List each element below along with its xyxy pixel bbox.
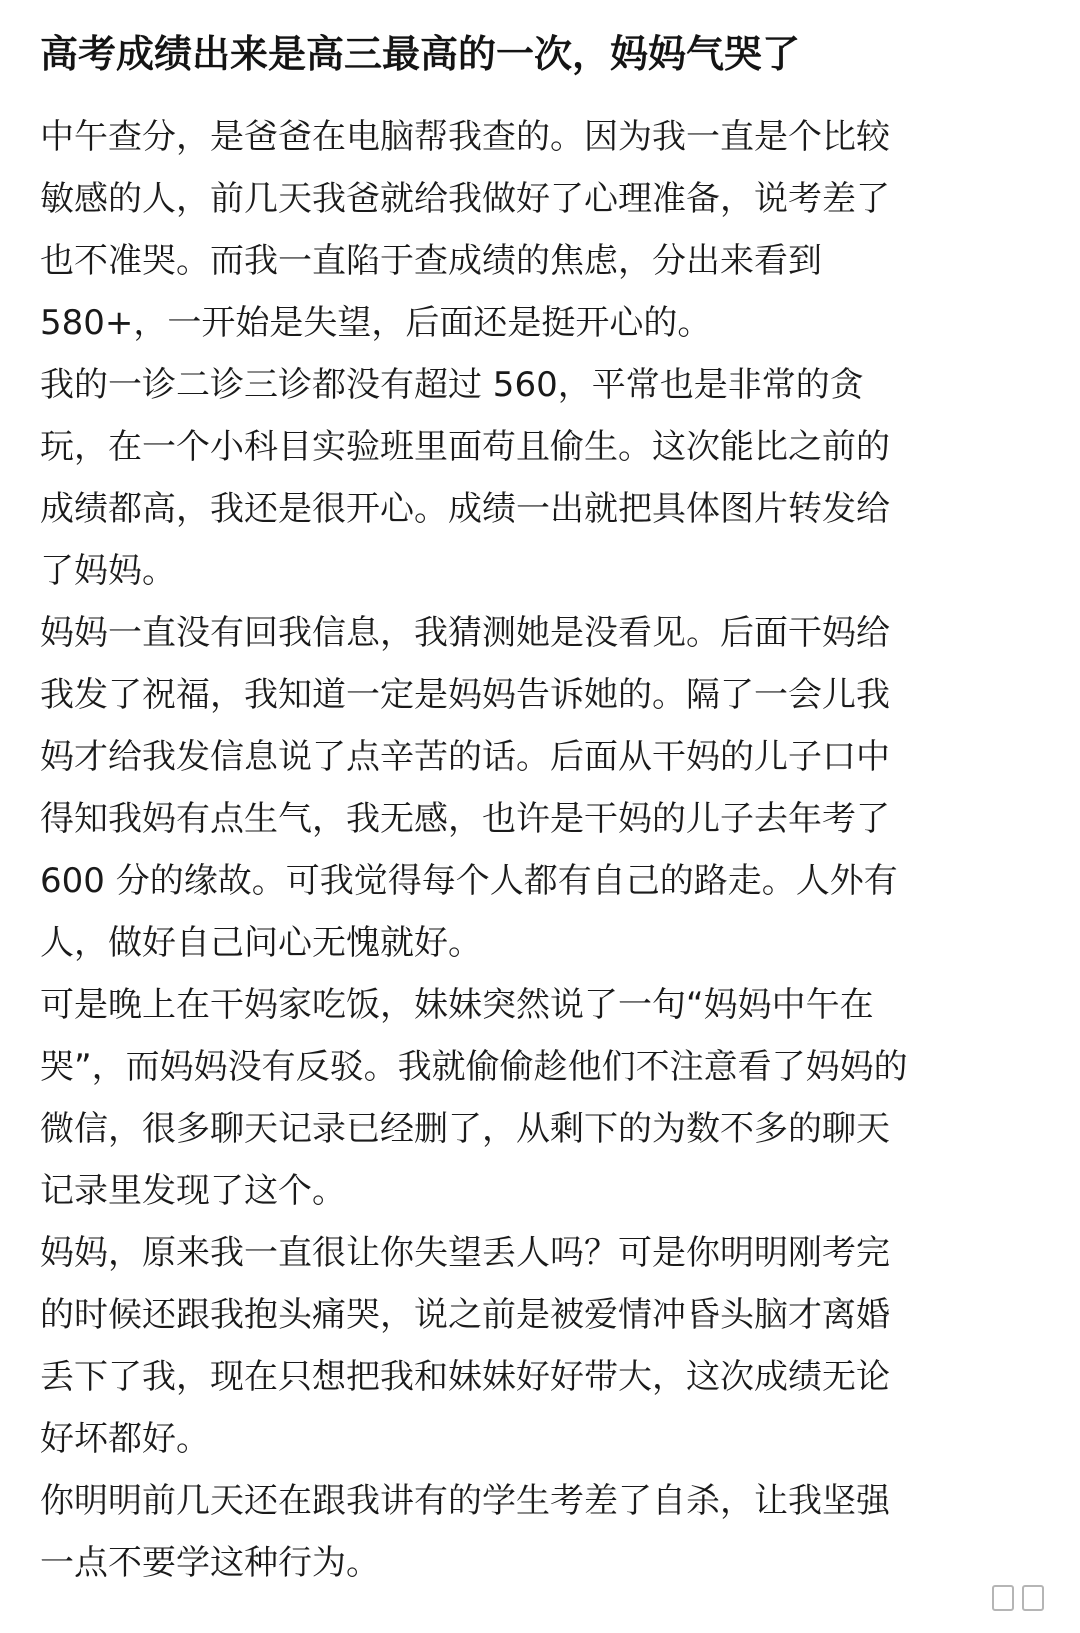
body-line: 你明明前几天还在跟我讲有的学生考差了自杀，让我坚强 [40,1481,890,1521]
body-line: 可是晚上在干妈家吃饭，妹妹突然说了一句“妈妈中午在 [40,985,874,1025]
body-line: 我的一诊二诊三诊都没有超过 560，平常也是非常的贪 [40,365,864,405]
body-line: 微信，很多聊天记录已经删了，从剩下的为数不多的聊天 [40,1109,890,1149]
body-line: 中午查分，是爸爸在电脑帮我查的。因为我一直是个比较 [40,117,890,157]
body-line: 丢下了我，现在只想把我和妹妹好好带大，这次成绩无论 [40,1357,890,1397]
body-line: 妈才给我发信息说了点辛苦的话。后面从干妈的儿子口中 [40,737,890,777]
body-line: 一点不要学这种行为。 [40,1543,380,1583]
body-line: 人，做好自己问心无愧就好。 [40,923,482,963]
body-line: 得知我妈有点生气，我无感，也许是干妈的儿子去年考了 [40,799,890,839]
body-line: 我发了祝福，我知道一定是妈妈告诉她的。隔了一会儿我 [40,675,890,715]
body-line: 成绩都高，我还是很开心。成绩一出就把具体图片转发给 [40,489,890,529]
body-line: 好坏都好。 [40,1419,210,1459]
body-line: 580+，一开始是失望，后面还是挺开心的。 [40,303,712,343]
body-line: 敏感的人，前几天我爸就给我做好了心理准备，说考差了 [40,179,890,219]
body-line: 600 分的缘故。可我觉得每个人都有自己的路走。人外有 [40,861,898,901]
body-line: 也不准哭。而我一直陷于查成绩的焦虑，分出来看到 [40,241,822,281]
body-line: 妈妈，原来我一直很让你失望丢人吗？可是你明明刚考完 [40,1233,890,1273]
post-body [40,106,1060,1594]
body-line: 的时候还跟我抱头痛哭，说之前是被爱情冲昏头脑才离婚 [40,1295,890,1335]
post-title: 高考成绩出来是高三最高的一次，妈妈气哭了 [40,32,801,76]
body-line: 玩，在一个小科目实验班里面苟且偷生。这次能比之前的 [40,427,890,467]
body-line: 记录里发现了这个。 [40,1171,346,1211]
body-line: 妈妈一直没有回我信息，我猜测她是没看见。后面干妈给 [40,613,890,653]
watermark-icon [992,1585,1054,1611]
body-line: 了妈妈。 [40,551,176,591]
body-line: 哭”，而妈妈没有反驳。我就偷偷趁他们不注意看了妈妈的 [40,1047,908,1087]
